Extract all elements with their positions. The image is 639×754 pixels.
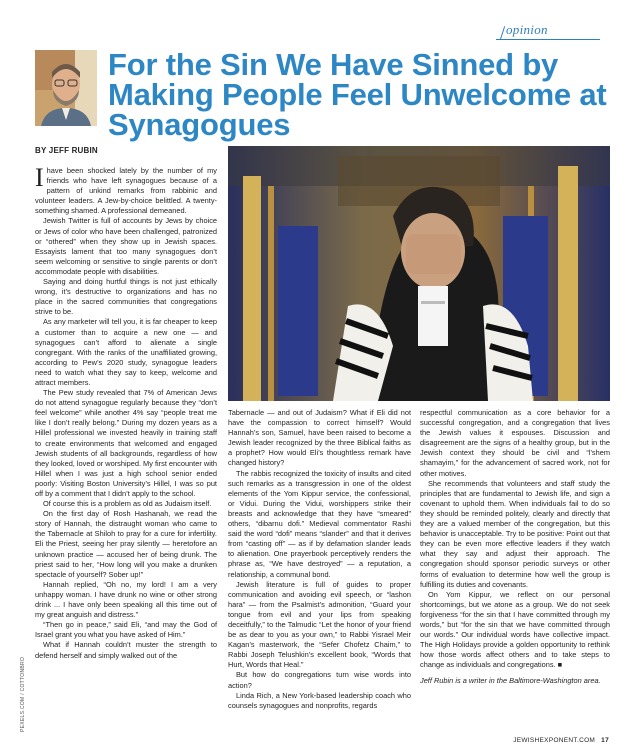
article-column-1 [35,163,217,726]
article-column-3 [420,408,610,726]
tag-rule [496,39,600,40]
paragraph: Tabernacle — and out of Judaism? What if Eli did not have the compassion to correct himself? Would Hannah’s son, Samuel, have been raised to become a Jewish leader recognized by the three Biblical faiths as a prophet? How would Eli’s thoughtless remark have changed history? [228,408,411,468]
paragraph: On Yom Kippur, we reflect on our personal shortcomings, but we atone as a group. We do not seek forgiveness “for the sin that I have committed through my words,” but “for the sin that we have committed through our words.” Our individual words have collective impact. The High Holidays provide a golden opportunity to rethink how those words affect others and to take steps to change as individuals and congregations. ■ [420,589,610,670]
paragraph: But how do congregations turn wise words into action? [228,670,411,690]
drop-cap: I [35,163,44,192]
page-number: 17 [601,737,609,744]
paragraph: What if Hannah couldn’t muster the strength to defend herself and simply walked out of the [35,640,217,660]
tag-slash [500,26,505,40]
hero-photo [228,146,610,401]
paragraph: The rabbis recognized the toxicity of insults and cited such remarks as a transgression in one of the oldest elements of the Yom Kippur service, the confessional, or Vidui. During the Vidui, worshippers strike their breasts and acknowledge that they have “smeared” others, “dibarnu dofi.” Medieval commentator Rashi said the word “dofi” means “slander” and that it derives from “casting off” — as if by defamation slander leads to alienation. One prayerbook perceptively renders the phrase as, “We have destroyed” — a reputation, a relationship, a communal bond. [228,468,411,579]
author-headshot [35,50,97,126]
paragraph: Ihave been shocked lately by the number of my friends who have left synagogues because of a pattern of unkind remarks from rabbinic and volunteer leaders. A Jew-by-choice belittled. A twenty-something shamed. A professional demeaned. [35,163,217,216]
article-column-2 [228,408,411,726]
paragraph: respectful communication as a core behavior for a successful congregation, and a congregation that lives the Jewish values it espouses. Discussion and disagreement are the signs of a healthy group, but in the Jewish context they should be civil and “l’shem shamayim,” for the advancement of sacred work, not for other motives. [420,408,610,478]
paragraph: As any marketer will tell you, it is far cheaper to keep a customer than to acquire a new one — and synagogues can’t afford to alienate a single congregant. With the ranks of the unaffiliated growing, according to Pew’s 2020 study, synagogue leaders need to watch what they say to keep, welcome and attract members. [35,317,217,387]
paragraph: Saying and doing hurtful things is not just ethically wrong, it’s destructive to organizations and has no place in the sacred communities that congregations strive to be. [35,277,217,317]
page-footer [513,737,609,744]
paragraph: Hannah replied, “Oh no, my lord! I am a very unhappy woman. I have drunk no wine or other strong drink ... I have only been speaking all this time out of my great anguish and distress.” [35,579,217,620]
paragraph: On the first day of Rosh Hashanah, we read the story of Hannah, the distraught woman who came to the Tabernacle at Shiloh to pray for a cure for infertility. Eli the Priest, seeing her pray silently — heretofore an unknown practice — accused her of being drunk. The priest said to her, “How long will you make a drunken spectacle of yourself? Sober up!” [35,509,217,579]
paragraph: The Pew study revealed that 7% of American Jews do not attend synagogue regularly because they “don’t feel welcome” while another 4% say “people treat me like I don’t really belong.” During my dozen years as a Hillel professional we invested heavily in training staff to create environments that welcomed and engaged Jewish students of all backgrounds, regardless of how they looked, loved or worshiped. My first encounter with Hillel when I was just a high school senior ended poorly: Visiting Boston University’s Hillel, I was so put off by a comment that I didn’t apply to the school. [35,388,217,498]
paragraph: Of course this is a problem as old as Judaism itself. [43,499,212,509]
article-headline: For the Sin We Have Sinned by Making People Feel Unwelcome at Synagogues [108,47,607,142]
section-tag [496,22,600,40]
paragraph: “Then go in peace,” said Eli, “and may the God of Israel grant you what you have asked of Him.” [35,620,217,640]
paragraph: Linda Rich, a New York-based leadership coach who counsels synagogues and nonprofits, regards [228,690,411,710]
byline: BY JEFF RUBIN [35,146,98,155]
section-label: opinion [506,22,548,37]
paragraph: Jewish Twitter is full of accounts by Jews by choice or Jews of color who have been challenged, patronized or “othered” when they show up in Jewish spaces. Essayists lament that too many synagogues don’t seem welcoming or sensitive to single parents or don’t accommodate people with disabilities. [35,216,217,276]
footer-site: JEWISHEXPONENT.COM [513,737,596,744]
photo-credit: PEXELS.COM / COTTONBRO [20,656,26,732]
paragraph: Jewish literature is full of guides to proper communication and avoiding evil speech, or “lashon hara” — from the Psalmist’s admonition, “Guard your tongue from evil and your lips from speaking deceitfully,” to the Talmudic “Let the honor of your friend be as dear to you as your own,” to Rabbi Yisrael Meir Kagan’s masterwork, the “Sefer Chofetz Chaim,” to Rabbi Joseph Telushkin’s excellent book, “Words that Hurt, Words that Heal.” [228,579,411,670]
paragraph: She recommends that volunteers and staff study the principles that are fundamental to Jewish life, and sign a covenant to uphold them. When individuals fail to do so they should be reminded politely, clearly and directly that they are a valued member of the congregation, but this behavior is unacceptable. Try to be positive: Point out that they can be even more effective leaders if they watch what they say and adjust their approach. The congregation should sponsor periodic surveys or other forms of evaluation to determine how well the group is fulfilling its duties and covenants. [420,478,610,589]
author-bio: Jeff Rubin is a writer in the Baltimore-Washington area. [420,676,601,686]
